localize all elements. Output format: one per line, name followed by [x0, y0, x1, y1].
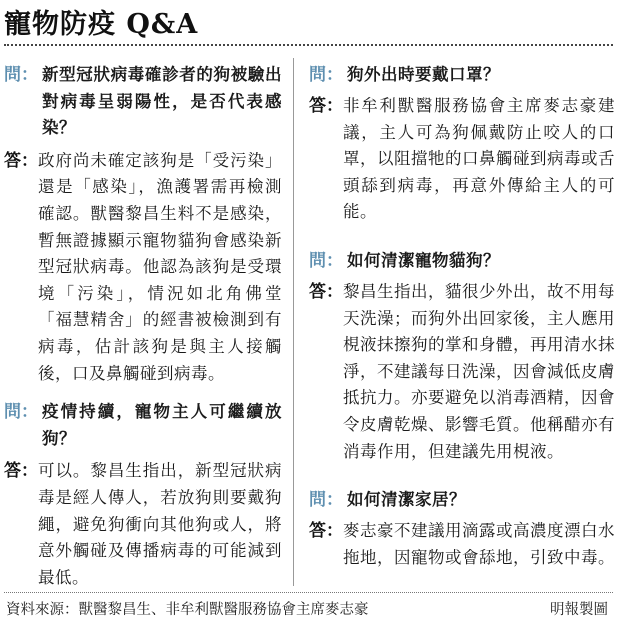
question-block — [4, 62, 282, 142]
question-text: 如何清潔寵物貓狗？ — [347, 250, 500, 270]
answer-text: 麥志豪不建議用滴露或高濃度漂白水拖地，因寵物或會舔地，引致中毒。 — [343, 521, 615, 567]
question-text: 如何清潔家居？ — [347, 490, 466, 510]
footer — [6, 598, 612, 619]
answer-text: 可以。黎昌生指出，新型冠狀病毒是經人傳人，若放狗則要戴狗繩，避免狗衝向其他狗或人，將意外觸碰及傳播病毒的可能減到最低。 — [38, 461, 282, 587]
question-block — [309, 248, 615, 275]
question-label: 問： — [309, 490, 343, 511]
answer-block — [309, 279, 615, 465]
page-title: 寵物防疫 Q&A — [4, 9, 199, 40]
answer-label: 答： — [309, 281, 343, 302]
question-block — [4, 399, 282, 452]
answer-label: 答： — [309, 96, 343, 116]
answer-block — [4, 458, 282, 591]
left-column — [4, 62, 282, 591]
source-note: 資料來源：獸醫黎昌生、非牟利獸醫服務協會主席麥志豪 — [6, 602, 369, 618]
answer-text: 非牟利獸醫服務協會主席麥志豪建議，主人可為狗佩戴防止咬人的口罩，以阻擋牠的口鼻觸碰到病毒或舌頭舔到病毒，再意外傳給主人的可能。 — [343, 96, 615, 222]
question-text: 新型冠狀病毒確診者的狗被驗出對病毒呈弱陽性，是否代表感染？ — [42, 65, 282, 138]
column-divider — [293, 58, 294, 586]
question-label: 問： — [4, 402, 38, 423]
answer-text: 政府尚未確定該狗是「受污染」還是「感染」，漁護署需再檢測確認。獸醫黎昌生料不是感染，暫無證據顯示寵物貓狗會感染新型冠狀病毒。他認為該狗是受環境「污染」，情況如北角佛堂「福慧精舍」的經書被檢測到有病毒，估計該狗是與主人接觸後，口及鼻觸碰到病毒。 — [38, 150, 282, 383]
answer-label: 答： — [4, 150, 38, 171]
question-label: 問： — [309, 250, 343, 271]
question-block — [309, 487, 615, 514]
question-block — [309, 62, 615, 89]
answer-label: 答： — [4, 461, 38, 482]
answer-block — [309, 518, 615, 571]
answer-block — [309, 93, 615, 226]
answer-label: 答： — [309, 521, 343, 542]
question-label: 問： — [4, 65, 38, 85]
question-label: 問： — [309, 65, 343, 85]
footer-dotted-divider — [4, 592, 613, 593]
right-column — [309, 62, 615, 571]
graphic-credit: 明報製圖 — [550, 602, 608, 618]
question-text: 狗外出時要戴口罩？ — [347, 65, 500, 84]
question-text: 疫情持續，寵物主人可繼續放狗？ — [42, 402, 282, 448]
answer-text: 黎昌生指出，貓很少外出，故不用每天洗澡；而狗外出回家後，主人應用梘液抹擦狗的掌和身體，再用清水抹淨，不建議每日洗澡，因會減低皮膚抵抗力。亦要避免以消毒酒精，因會令皮膚乾燥、影響毛質。他稱醋亦有消毒作用，但建議先用梘液。 — [343, 281, 615, 461]
title-dotted-divider — [4, 44, 613, 46]
answer-block — [4, 148, 282, 387]
